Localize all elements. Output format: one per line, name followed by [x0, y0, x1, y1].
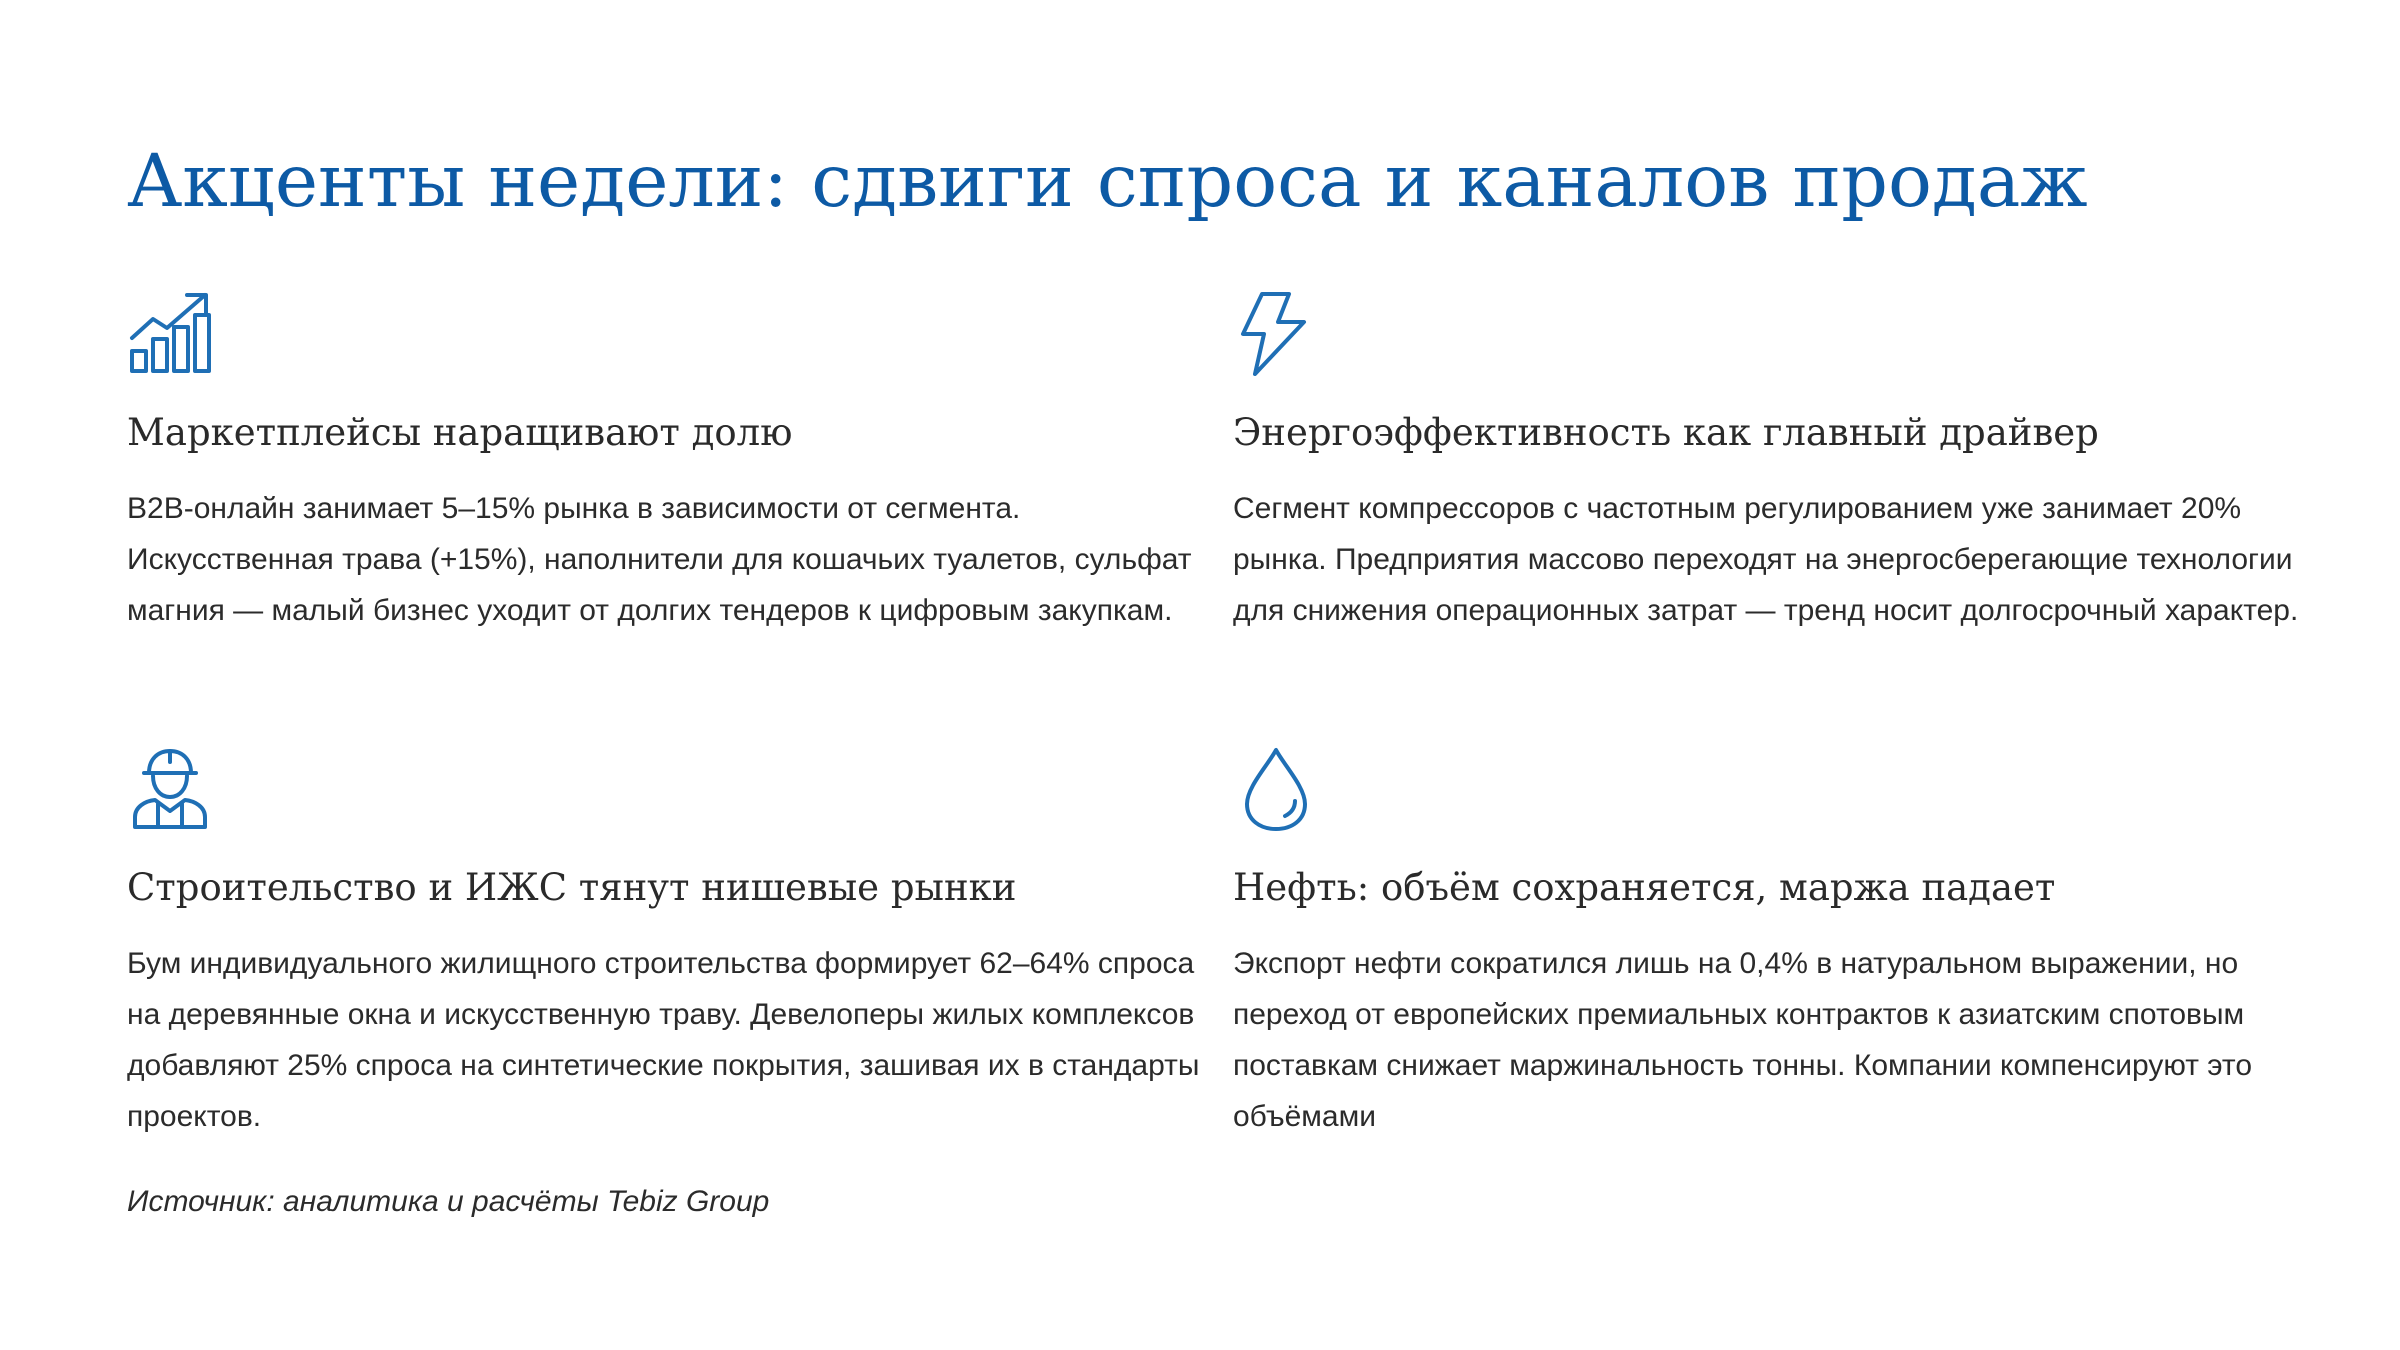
card-energy-efficiency	[1233, 290, 2323, 627]
chart-growth-icon	[127, 290, 213, 376]
source-note: Источник: аналитика и расчёты Tebiz Group	[127, 1185, 770, 1218]
construction-worker-icon	[127, 745, 213, 831]
card-heading: Энергоэффективность как главный драйвер	[1233, 411, 2099, 454]
card-text: Экспорт нефти сократился лишь на 0,4% в натуральном выражении, но переход от европейских премиальных контрактов к азиатским спотовым поставкам снижает маржинальность тонны. Компании компенсируют это объёмами	[1233, 947, 2253, 1133]
page-title: Акценты недели: сдвиги спроса и каналов продаж	[127, 139, 2088, 224]
card-heading: Нефть: объём сохраняется, маржа падает	[1233, 866, 2056, 909]
card-marketplaces	[127, 290, 1217, 627]
card-construction	[127, 745, 1217, 1133]
card-oil	[1233, 745, 2323, 1133]
card-text: Сегмент компрессоров с частотным регулированием уже занимает 20% рынка. Предприятия массово переходят на энергосберегающие технологии для снижения операционных затрат — тренд носит долгосрочный характер.	[1233, 492, 2299, 627]
card-text: B2B-онлайн занимает 5–15% рынка в зависимости от сегмента. Искусственная трава (+15%), наполнители для кошачьих туалетов, сульфат магния — малый бизнес уходит от долгих тендеров к цифровым закупкам.	[127, 492, 1192, 627]
card-heading: Строительство и ИЖС тянут нишевые рынки	[127, 866, 1017, 909]
lightning-icon	[1233, 290, 1319, 376]
oil-drop-icon	[1233, 745, 1319, 831]
card-text: Бум индивидуального жилищного строительства формирует 62–64% спроса на деревянные окна и искусственную траву. Девелоперы жилых комплексов добавляют 25% спроса на синтетические покрытия, зашивая их в стандарты проектов.	[127, 947, 1200, 1133]
card-heading: Маркетплейсы наращивают долю	[127, 411, 793, 454]
